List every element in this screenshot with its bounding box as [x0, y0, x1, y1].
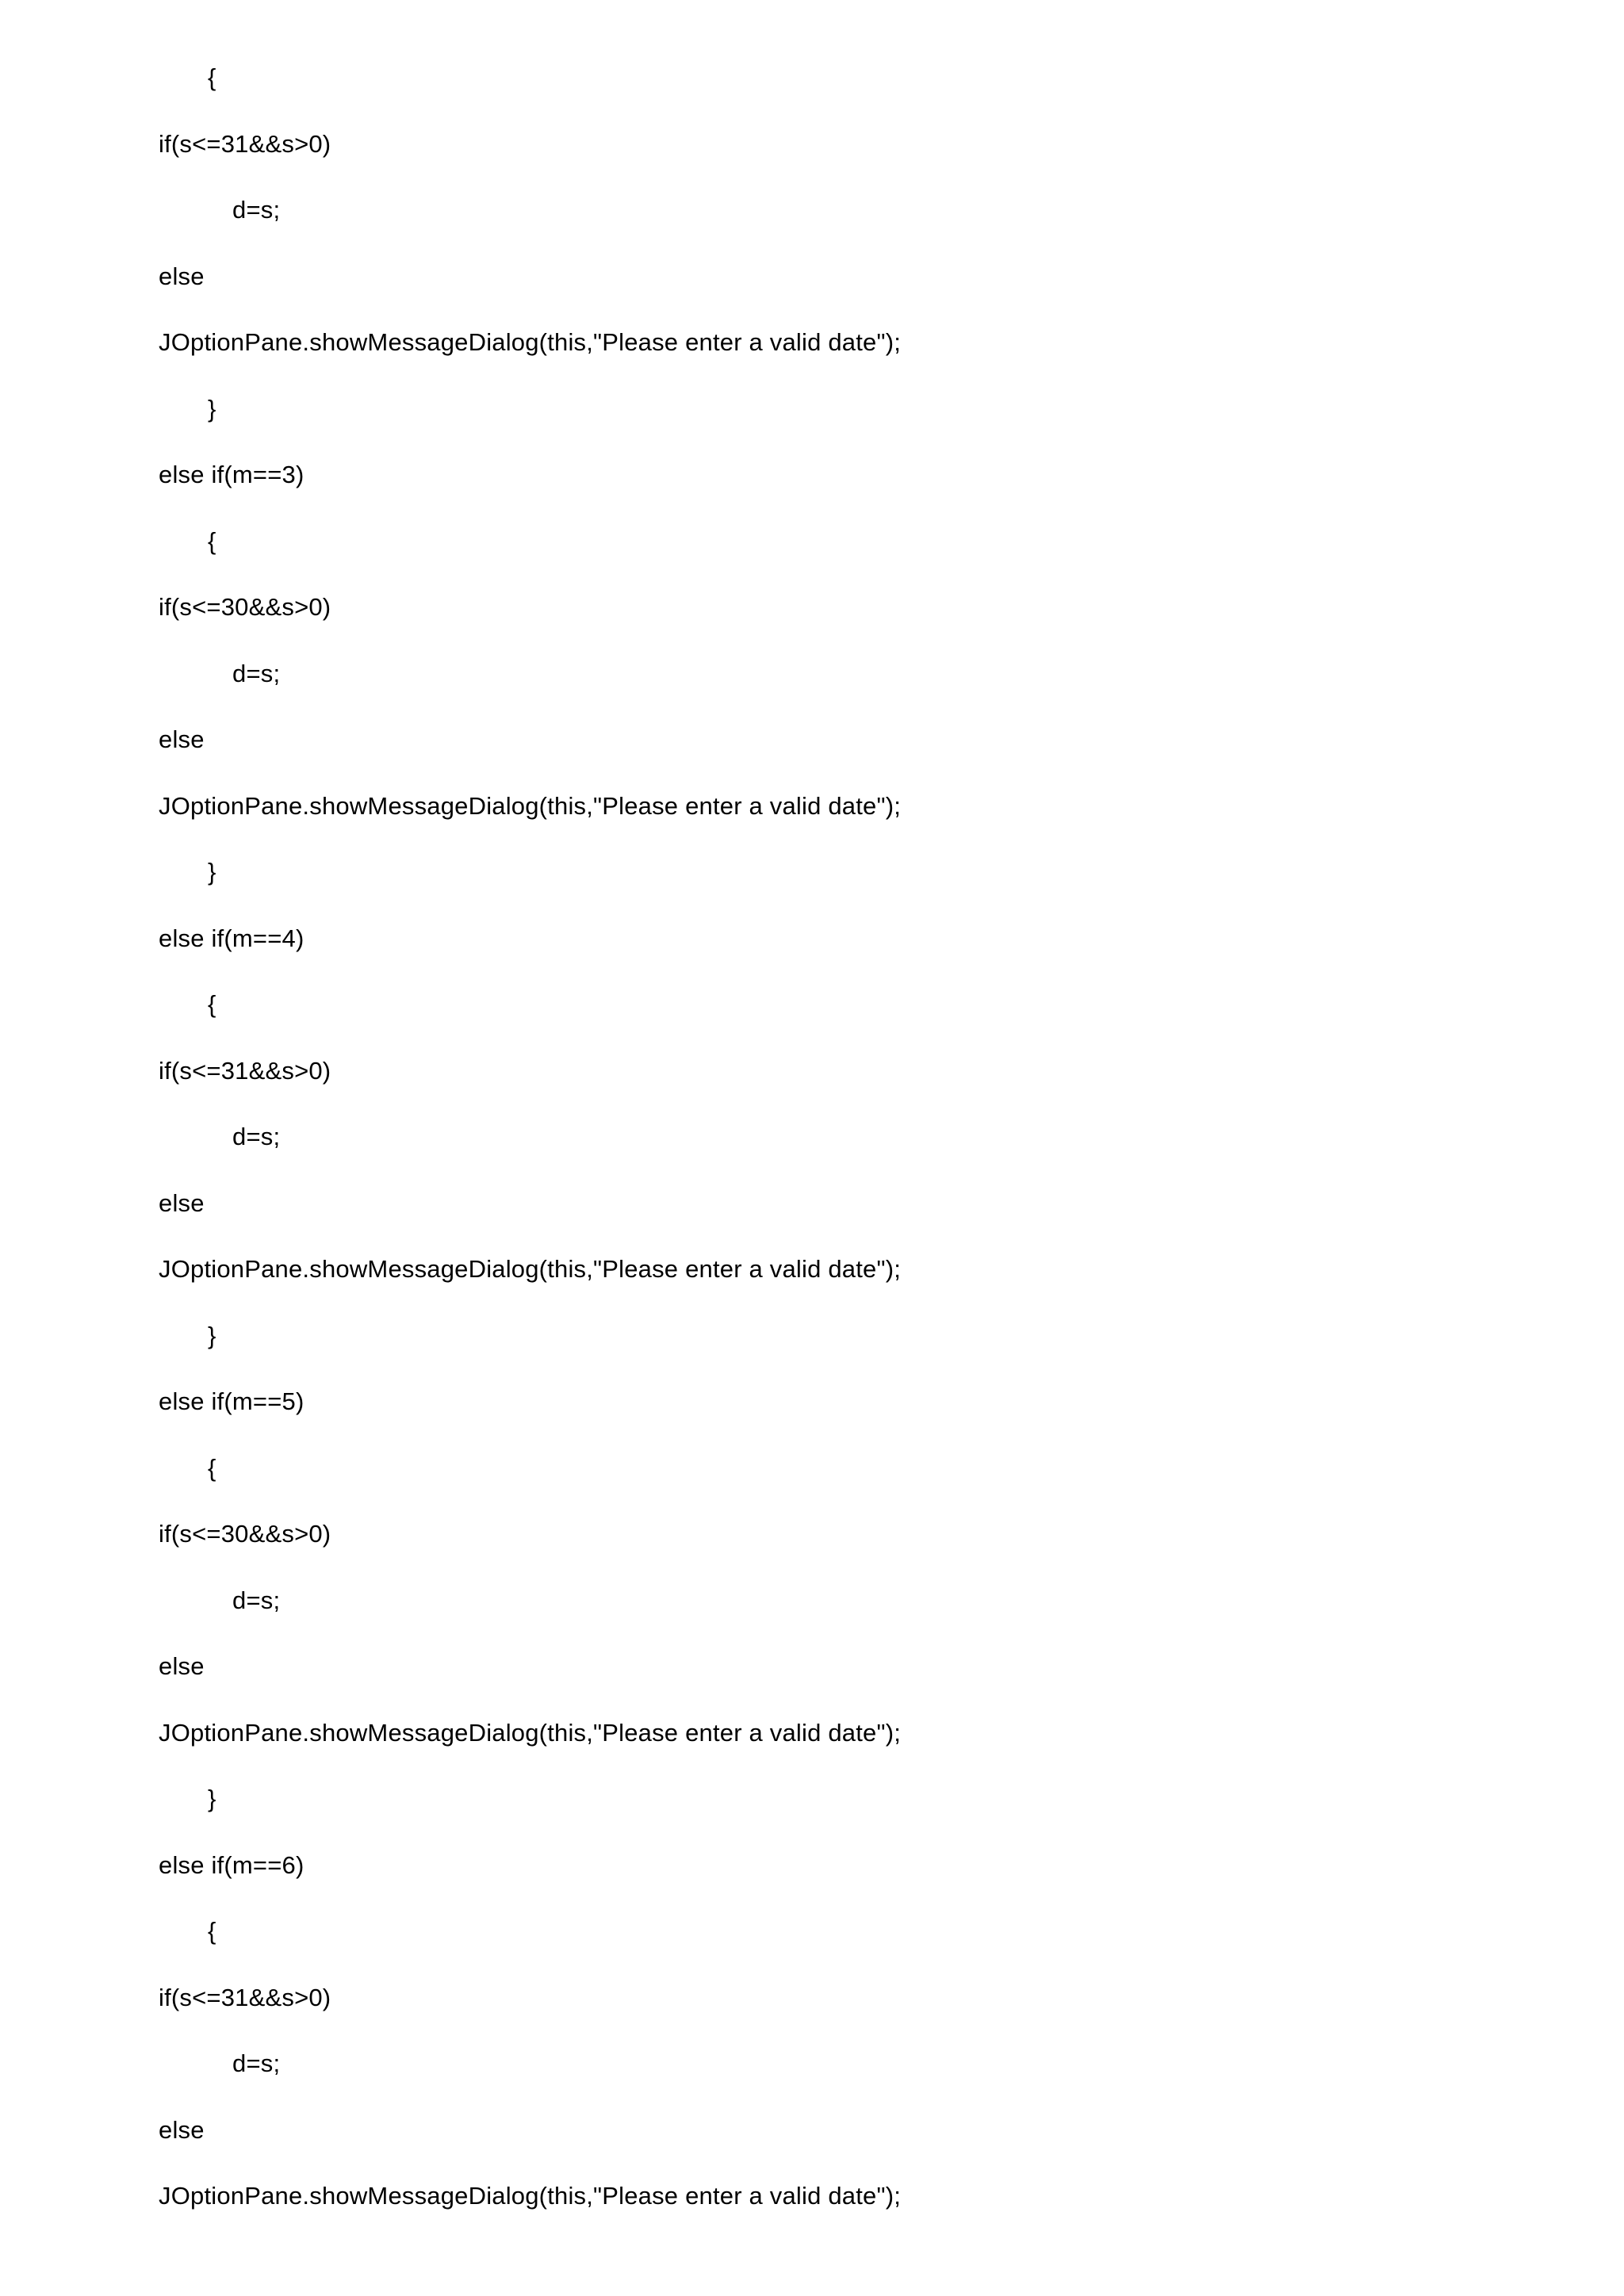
code-line: else	[159, 725, 205, 753]
code-line: else if(m==5)	[159, 1387, 304, 1415]
code-line: JOptionPane.showMessageDialog(this,"Please enter a valid date");	[159, 1255, 902, 1283]
code-line: JOptionPane.showMessageDialog(this,"Please enter a valid date");	[159, 1719, 902, 1747]
code-line: {	[208, 527, 216, 555]
code-line: else	[159, 2116, 205, 2144]
code-line: }	[208, 395, 216, 423]
code-line: d=s;	[232, 2049, 281, 2077]
code-line: }	[208, 1785, 216, 1812]
code-line: else if(m==4)	[159, 924, 304, 952]
code-line: d=s;	[232, 1123, 281, 1150]
code-line: d=s;	[232, 196, 281, 224]
code-line: else	[159, 1189, 205, 1217]
code-line: if(s<=31&&s>0)	[159, 1984, 331, 2011]
code-line: {	[208, 1454, 216, 1482]
code-line: else	[159, 1652, 205, 1680]
code-line: else	[159, 262, 205, 290]
code-line: else if(m==3)	[159, 461, 304, 488]
code-line: if(s<=31&&s>0)	[159, 130, 331, 158]
code-line: else if(m==6)	[159, 1851, 304, 1879]
code-line: if(s<=30&&s>0)	[159, 593, 331, 621]
code-line: }	[208, 858, 216, 886]
code-line: {	[208, 63, 216, 91]
code-line: if(s<=30&&s>0)	[159, 1520, 331, 1548]
code-line: JOptionPane.showMessageDialog(this,"Please enter a valid date");	[159, 792, 902, 820]
code-line: {	[208, 1917, 216, 1945]
code-line: {	[208, 990, 216, 1018]
code-line: JOptionPane.showMessageDialog(this,"Please enter a valid date");	[159, 2182, 902, 2210]
code-line: if(s<=31&&s>0)	[159, 1057, 331, 1085]
code-line: JOptionPane.showMessageDialog(this,"Please enter a valid date");	[159, 328, 902, 356]
code-line: d=s;	[232, 660, 281, 687]
code-line: d=s;	[232, 1586, 281, 1614]
code-line: }	[208, 1322, 216, 1349]
